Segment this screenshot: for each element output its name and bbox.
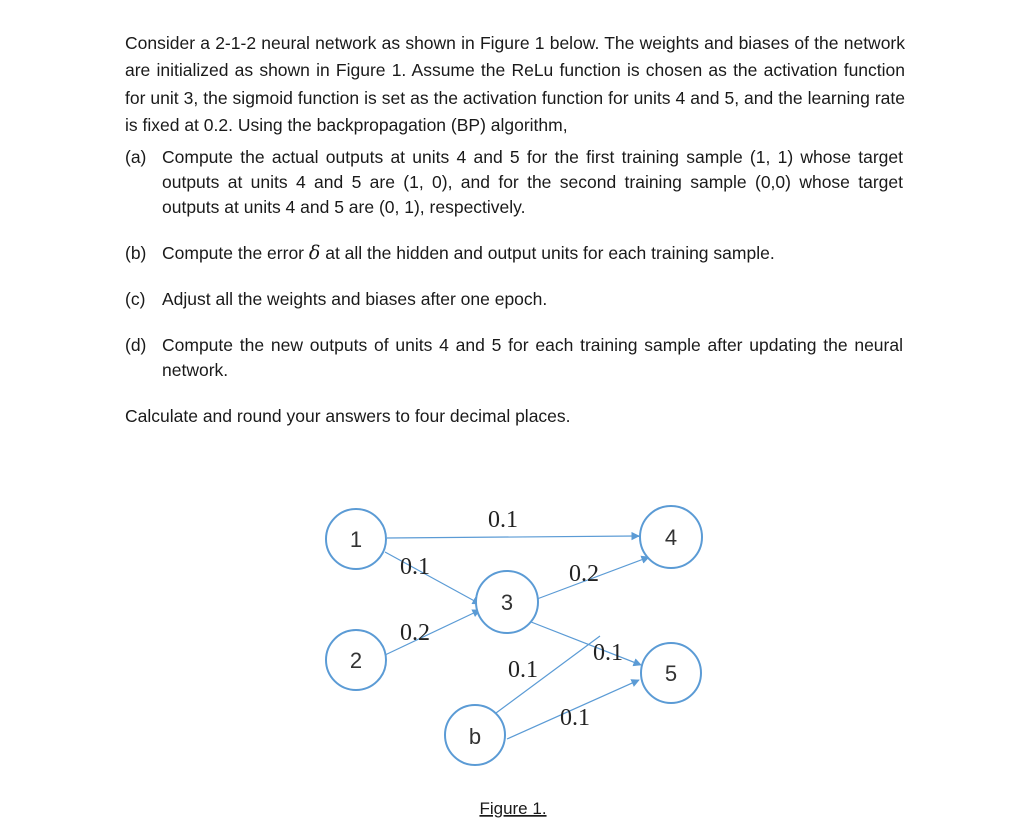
weight-label-1-4: 0.1	[488, 507, 518, 533]
edge-1-4	[387, 536, 639, 538]
weight-label-3-4: 0.2	[569, 561, 599, 587]
delta-symbol: δ	[308, 242, 321, 264]
problem-intro: Consider a 2-1-2 neural network as shown in Figure 1 below. The weights and biases of the network are initialized as shown in Figure 1. Assume the ReLu function is chosen as the activation function for unit 3, the sigmoid function is set as the activation function for units 4 and 5, and the learning rate is fixed at 0.2. Using the backpropagation (BP) algorithm,	[125, 32, 905, 135]
question-label: (c)	[125, 289, 146, 309]
weight-label-b-5: 0.1	[560, 705, 590, 731]
question-text: Compute the actual outputs at units 4 and 5 for the first training sample (1, 1) whose target outputs at units 4 and 5 are (1, 0), and for the second training sample (0,0) whose target outputs at units 4 and 5 are (0, 1), respectively.	[162, 147, 903, 217]
weight-label-1-3: 0.1	[400, 554, 430, 580]
node-b-label: b	[468, 724, 482, 749]
node-5-label: 5	[664, 661, 678, 686]
edge-3-5	[526, 620, 641, 665]
question-label: (a)	[125, 147, 147, 167]
question-text: Adjust all the weights and biases after one epoch.	[162, 289, 548, 309]
question-text: Compute the new outputs of units 4 and 5 for each training sample after updating the neural network.	[162, 335, 903, 380]
node-4-label: 4	[664, 525, 678, 550]
node-3-label: 3	[500, 590, 514, 615]
weight-label-b-3: 0.1	[508, 657, 538, 683]
question-label: (b)	[125, 243, 147, 263]
node-1-label: 1	[349, 527, 363, 552]
question-label: (d)	[125, 335, 147, 355]
node-2-label: 2	[349, 648, 363, 673]
closing-instruction: Calculate and round your answers to four decimal places.	[125, 406, 571, 426]
weight-label-2-3: 0.2	[400, 620, 430, 646]
weight-label-3-5: 0.1	[593, 640, 623, 666]
figure-caption: Figure 1.	[479, 799, 547, 818]
question-text-before: Compute the error	[162, 243, 305, 263]
question-text-after: at all the hidden and output units for each training sample.	[325, 243, 775, 263]
